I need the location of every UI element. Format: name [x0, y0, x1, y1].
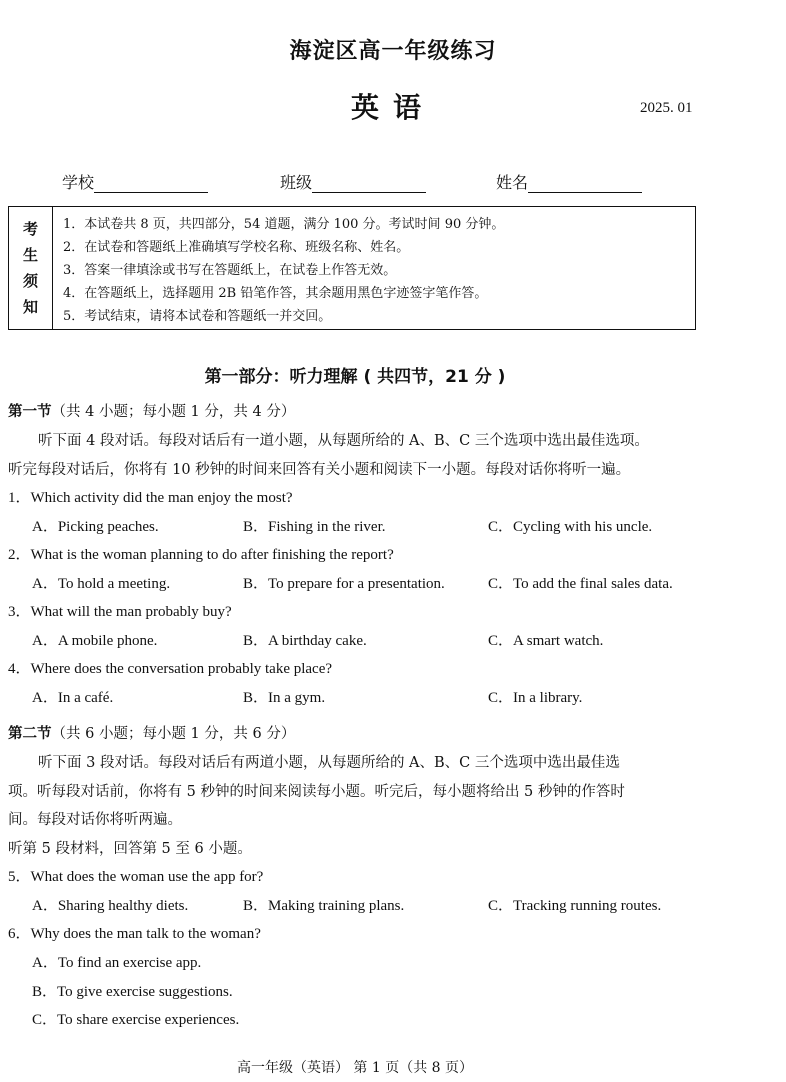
question-stem: 1．Which activity did the man enjoy the most?: [8, 490, 293, 506]
notice-heading-char: 生: [22, 246, 38, 264]
option-a: A．Sharing healthy diets.: [32, 898, 189, 914]
question-stem: 5．What does the woman use the app for?: [8, 869, 264, 885]
exam-title: 海淀区高一年级练习: [289, 39, 497, 64]
page-footer: 高一年级（英语） 第 1 页（共 8 页）: [236, 1060, 474, 1076]
section-instruction: 听完每段对话后，你将有 10 秒钟的时间来回答有关小题和阅读下一小题。每段对话你将听一遍。: [8, 462, 631, 478]
question-stem: 3．What will the man probably buy?: [8, 604, 232, 620]
option-a: A．A mobile phone.: [32, 633, 158, 649]
question-stem: 4．Where does the conversation probably take place?: [8, 661, 333, 677]
section-heading: [8, 400, 295, 421]
section-heading-label: 第一节: [8, 404, 52, 420]
exam-subject: 英语: [350, 91, 435, 124]
notice-item: 3．答案一律填涂或书写在答题纸上，在试卷上作答无效。: [63, 263, 397, 278]
notice-heading-char: 考: [22, 220, 38, 238]
option-a: A．Picking peaches.: [32, 519, 159, 535]
notice-heading-char: 须: [22, 272, 38, 290]
class-blank: [312, 174, 426, 193]
notice-item: 5．考试结束，请将本试卷和答题纸一并交回。: [63, 309, 332, 324]
section-instruction: 项。听每段对话前，你将有 5 秒钟的时间来阅读每小题。听完后，每小题将给出 5 秒钟的作答时: [8, 784, 625, 800]
school-blank: [94, 174, 208, 193]
question-stem: 6．Why does the man talk to the woman?: [8, 926, 261, 942]
section-heading: [8, 722, 295, 743]
school-label: 学校: [62, 173, 95, 192]
class-label: 班级: [280, 173, 313, 192]
option-b: B．Fishing in the river.: [243, 519, 386, 535]
option-a: A．To hold a meeting.: [32, 576, 171, 592]
notice-item: 1．本试卷共 8 页，共四部分，54 道题，满分 100 分。考试时间 90 分钟。: [63, 217, 505, 232]
section-heading-note: （共 6 小题；每小题 1 分，共 6 分）: [51, 726, 296, 742]
option-a: A．To find an exercise app.: [32, 955, 202, 971]
option-c: C．Cycling with his uncle.: [488, 519, 653, 535]
option-b: B．To give exercise suggestions.: [32, 984, 233, 1000]
exam-date: 2025. 01: [640, 100, 693, 116]
option-b: B．Making training plans.: [243, 898, 405, 914]
option-c: C．To add the final sales data.: [488, 576, 673, 592]
question-stem: 2．What is the woman planning to do after finishing the report?: [8, 547, 394, 563]
class-field: [280, 170, 426, 193]
option-b: B．A birthday cake.: [243, 633, 367, 649]
part-title: 第一部分：听力理解 ( 共四节，21 分 ): [204, 367, 506, 387]
option-c: C．In a library.: [488, 690, 583, 706]
notice-heading-char: 知: [22, 298, 38, 316]
material-note: 听第 5 段材料，回答第 5 至 6 小题。: [8, 841, 252, 857]
notice-heading: [9, 207, 53, 329]
option-a: A．In a café.: [32, 690, 114, 706]
option-b: B．To prepare for a presentation.: [243, 576, 445, 592]
section-instruction: 听下面 3 段对话。每段对话后有两道小题，从每题所给的 A、B、C 三个选项中选出最佳选: [38, 755, 620, 771]
notice-item: 2．在试卷和答题纸上准确填写学校名称、班级名称、姓名。: [63, 240, 410, 255]
option-c: C．Tracking running routes.: [488, 898, 662, 914]
option-c: C．To share exercise experiences.: [32, 1012, 240, 1028]
name-field: [496, 170, 642, 193]
option-c: C．A smart watch.: [488, 633, 604, 649]
section-heading-label: 第二节: [8, 726, 52, 742]
section-instruction: 间。每段对话你将听两遍。: [8, 812, 182, 828]
section-heading-note: （共 4 小题；每小题 1 分，共 4 分）: [51, 404, 296, 420]
name-blank: [528, 174, 642, 193]
notice-item: 4．在答题纸上，选择题用 2B 铅笔作答，其余题用黑色字迹签字笔作答。: [63, 286, 488, 301]
notice-list: [63, 213, 504, 328]
option-b: B．In a gym.: [243, 690, 326, 706]
name-label: 姓名: [496, 173, 529, 192]
candidate-notice-box: [8, 206, 696, 330]
section-instruction: 听下面 4 段对话。每段对话后有一道小题，从每题所给的 A、B、C 三个选项中选出最佳选项。: [38, 433, 649, 449]
school-field: [62, 170, 208, 193]
